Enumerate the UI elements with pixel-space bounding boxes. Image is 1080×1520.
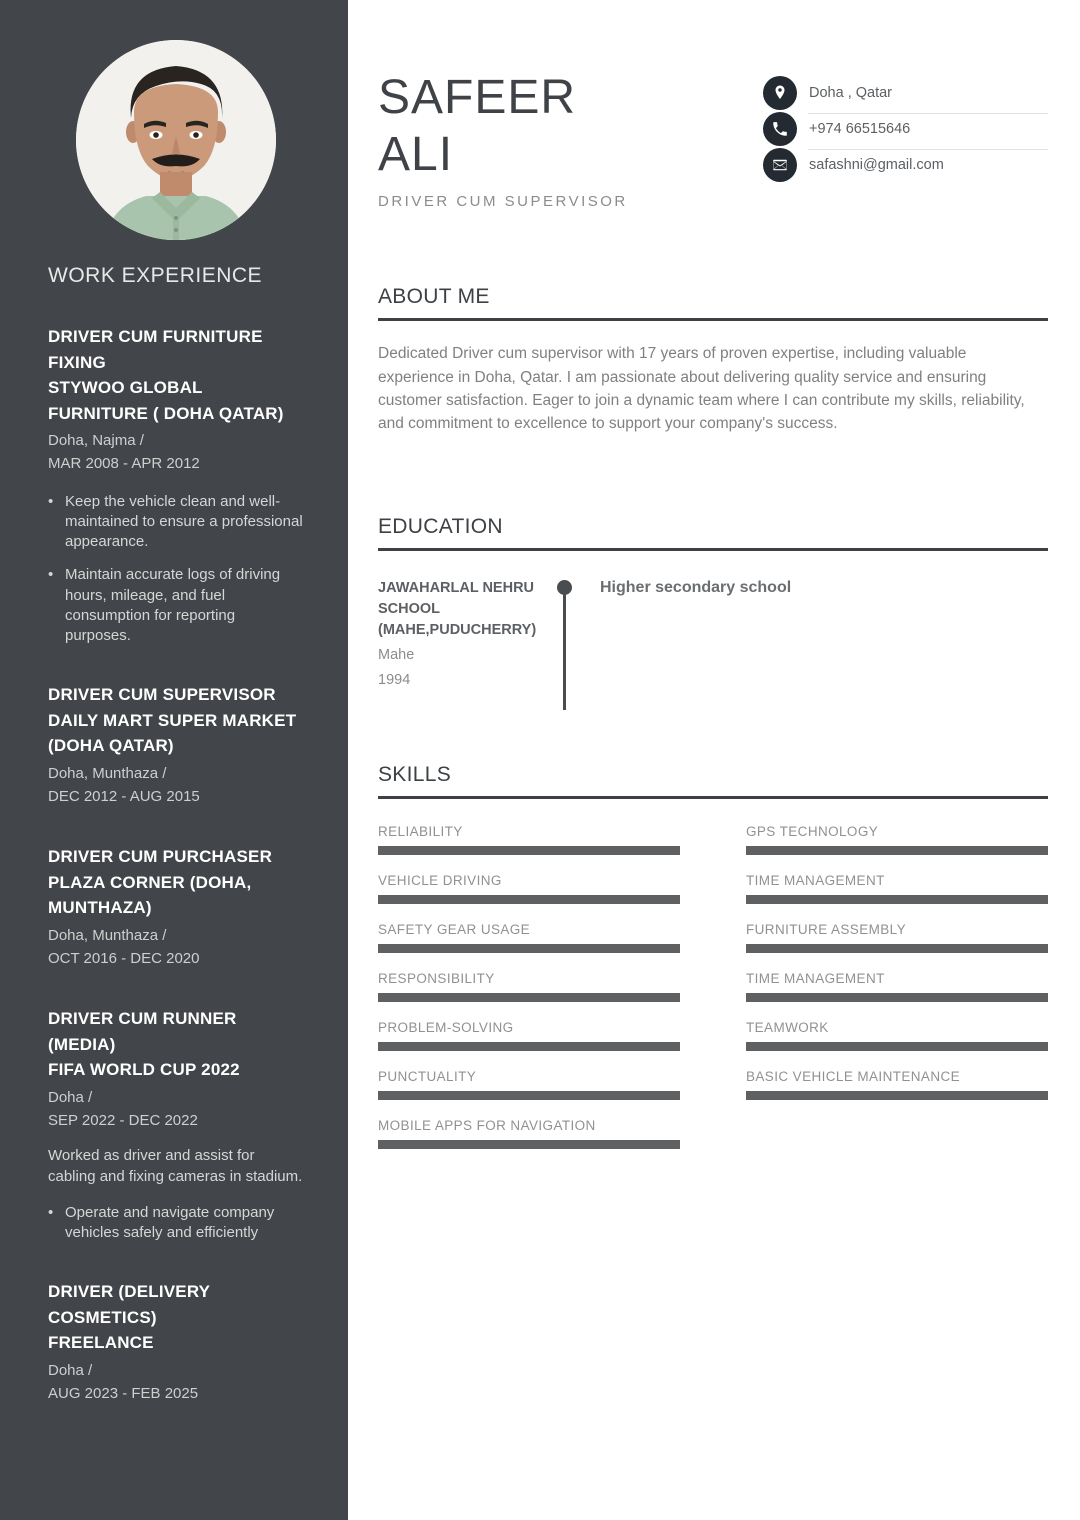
phone-icon bbox=[763, 112, 797, 146]
skills-column-right bbox=[746, 824, 1048, 1167]
contact-text: Doha , Qatar bbox=[809, 85, 893, 101]
skill-label: GPS TECHNOLOGY bbox=[746, 824, 879, 840]
skill-label: VEHICLE DRIVING bbox=[378, 873, 502, 889]
skill-bar bbox=[378, 1042, 680, 1051]
job-entry bbox=[48, 1279, 304, 1405]
skills-grid bbox=[378, 824, 1048, 1167]
job-bullet-list bbox=[48, 1203, 304, 1244]
job-list bbox=[48, 324, 304, 1405]
job-entry bbox=[48, 324, 304, 646]
candidate-title: DRIVER CUM SUPERVISOR bbox=[378, 193, 628, 211]
skill-label: MOBILE APPS FOR NAVIGATION bbox=[378, 1118, 596, 1134]
skills-heading: SKILLS bbox=[378, 763, 1048, 799]
skill-bar bbox=[746, 895, 1048, 904]
skill-item bbox=[746, 824, 1048, 855]
education-school: JAWAHARLAL NEHRU SCHOOL (MAHE,PUDUCHERRY) bbox=[378, 580, 537, 639]
job-entry bbox=[48, 844, 304, 970]
job-title: DRIVER CUM SUPERVISOR DAILY MART SUPER MARKET (DOHA QATAR) bbox=[48, 685, 297, 756]
education-year: 1994 bbox=[378, 672, 411, 689]
skill-label: RELIABILITY bbox=[378, 824, 463, 840]
about-text: Dedicated Driver cum supervisor with 17 years of proven expertise, including valuable experience in Doha, Qatar. I am passionate about delivering quality service and ensuring customer satisfaction. Eager to join a dynamic team where I can contribute my skills, reliability, and commitment to excellence to support your company's success. bbox=[378, 345, 1025, 432]
skill-bar bbox=[746, 944, 1048, 953]
skill-item bbox=[746, 1020, 1048, 1051]
skill-bar bbox=[378, 944, 680, 953]
about-section bbox=[378, 285, 1048, 435]
bullet-marker: • bbox=[48, 492, 54, 510]
job-entry bbox=[48, 1006, 304, 1243]
about-heading: ABOUT ME bbox=[378, 285, 1048, 321]
bullet-marker: • bbox=[48, 1203, 54, 1221]
job-meta: Doha, Munthaza / DEC 2012 - AUG 2015 bbox=[48, 764, 200, 805]
job-bullet bbox=[48, 1203, 304, 1244]
job-meta: Doha / AUG 2023 - FEB 2025 bbox=[48, 1361, 199, 1402]
education-heading: EDUCATION bbox=[378, 515, 1048, 551]
timeline-line bbox=[563, 588, 566, 710]
skill-item bbox=[378, 1118, 680, 1149]
skill-label: RESPONSIBILITY bbox=[378, 971, 495, 987]
skill-item bbox=[746, 971, 1048, 1002]
job-bullet bbox=[48, 492, 304, 553]
contact-text: safashni@gmail.com bbox=[809, 157, 944, 173]
skills-column-left bbox=[378, 824, 680, 1167]
job-bullet bbox=[48, 565, 304, 646]
skill-item bbox=[378, 1069, 680, 1100]
name-line1: SAFEER bbox=[378, 71, 577, 124]
skill-bar bbox=[746, 1091, 1048, 1100]
contact-text: +974 66515646 bbox=[809, 121, 911, 137]
job-title: DRIVER (DELIVERY COSMETICS) FREELANCE bbox=[48, 1282, 210, 1353]
name-line2: ALI bbox=[378, 127, 454, 181]
contact-item-location bbox=[763, 78, 1048, 108]
education-degree: Higher secondary school bbox=[600, 579, 792, 597]
job-title: DRIVER CUM RUNNER (MEDIA) FIFA WORLD CUP 2022 bbox=[48, 1009, 240, 1080]
bullet-text: Maintain accurate logs of driving hours, mileage, and fuel consumption for reporting purposes. bbox=[65, 566, 281, 644]
skill-bar bbox=[746, 993, 1048, 1002]
education-section bbox=[378, 515, 1048, 691]
education-entry bbox=[378, 578, 1048, 691]
job-title: DRIVER CUM PURCHASER PLAZA CORNER (DOHA, MUNTHAZA) bbox=[48, 847, 273, 918]
skill-item bbox=[378, 824, 680, 855]
skill-label: TEAMWORK bbox=[746, 1020, 829, 1036]
job-meta: Doha / SEP 2022 - DEC 2022 bbox=[48, 1088, 198, 1129]
skill-bar bbox=[746, 846, 1048, 855]
skill-item bbox=[746, 873, 1048, 904]
skills-section bbox=[378, 763, 1048, 1167]
job-entry bbox=[48, 682, 304, 808]
skill-label: PUNCTUALITY bbox=[378, 1069, 477, 1085]
skill-bar bbox=[746, 1042, 1048, 1051]
skill-label: FURNITURE ASSEMBLY bbox=[746, 922, 906, 938]
profile-photo bbox=[76, 40, 276, 240]
bullet-text: Keep the vehicle clean and well-maintained to ensure a professional appearance. bbox=[65, 492, 303, 550]
contact-item-email bbox=[763, 150, 1048, 180]
education-location: Mahe bbox=[378, 647, 415, 664]
skill-label: PROBLEM-SOLVING bbox=[378, 1020, 514, 1036]
skill-item bbox=[746, 922, 1048, 953]
job-bullet-list bbox=[48, 492, 304, 647]
bullet-text: Operate and navigate company vehicles safely and efficiently bbox=[65, 1203, 275, 1241]
skill-item bbox=[378, 1020, 680, 1051]
skill-bar bbox=[378, 993, 680, 1002]
email-icon bbox=[763, 148, 797, 182]
skill-bar bbox=[378, 1091, 680, 1100]
skill-label: SAFETY GEAR USAGE bbox=[378, 922, 531, 938]
education-school-block bbox=[378, 578, 546, 691]
header bbox=[378, 0, 1048, 210]
job-title: DRIVER CUM FURNITURE FIXING STYWOO GLOBAL FURNITURE ( DOHA QATAR) bbox=[48, 327, 284, 423]
skill-label: TIME MANAGEMENT bbox=[746, 971, 885, 987]
job-description: Worked as driver and assist for cabling and fixing cameras in stadium. bbox=[48, 1147, 303, 1185]
skill-item bbox=[746, 1069, 1048, 1100]
skill-item bbox=[378, 922, 680, 953]
contact-item-phone bbox=[763, 114, 1048, 144]
skill-item bbox=[378, 873, 680, 904]
location-icon bbox=[763, 76, 797, 110]
portrait-illustration bbox=[76, 40, 276, 240]
education-timeline bbox=[546, 578, 596, 691]
skill-bar bbox=[378, 846, 680, 855]
skill-label: TIME MANAGEMENT bbox=[746, 873, 885, 889]
skill-item bbox=[378, 971, 680, 1002]
job-meta: Doha, Munthaza / OCT 2016 - DEC 2020 bbox=[48, 926, 200, 967]
work-experience-heading: WORK EXPERIENCE bbox=[48, 264, 263, 287]
bullet-marker: • bbox=[48, 566, 54, 584]
sidebar bbox=[0, 0, 348, 1520]
job-meta: Doha, Najma / MAR 2008 - APR 2012 bbox=[48, 432, 200, 473]
skill-bar bbox=[378, 895, 680, 904]
skill-bar bbox=[378, 1140, 680, 1149]
contact-block bbox=[763, 78, 1048, 180]
main-column bbox=[348, 0, 1080, 1520]
skill-label: BASIC VEHICLE MAINTENANCE bbox=[746, 1069, 961, 1085]
